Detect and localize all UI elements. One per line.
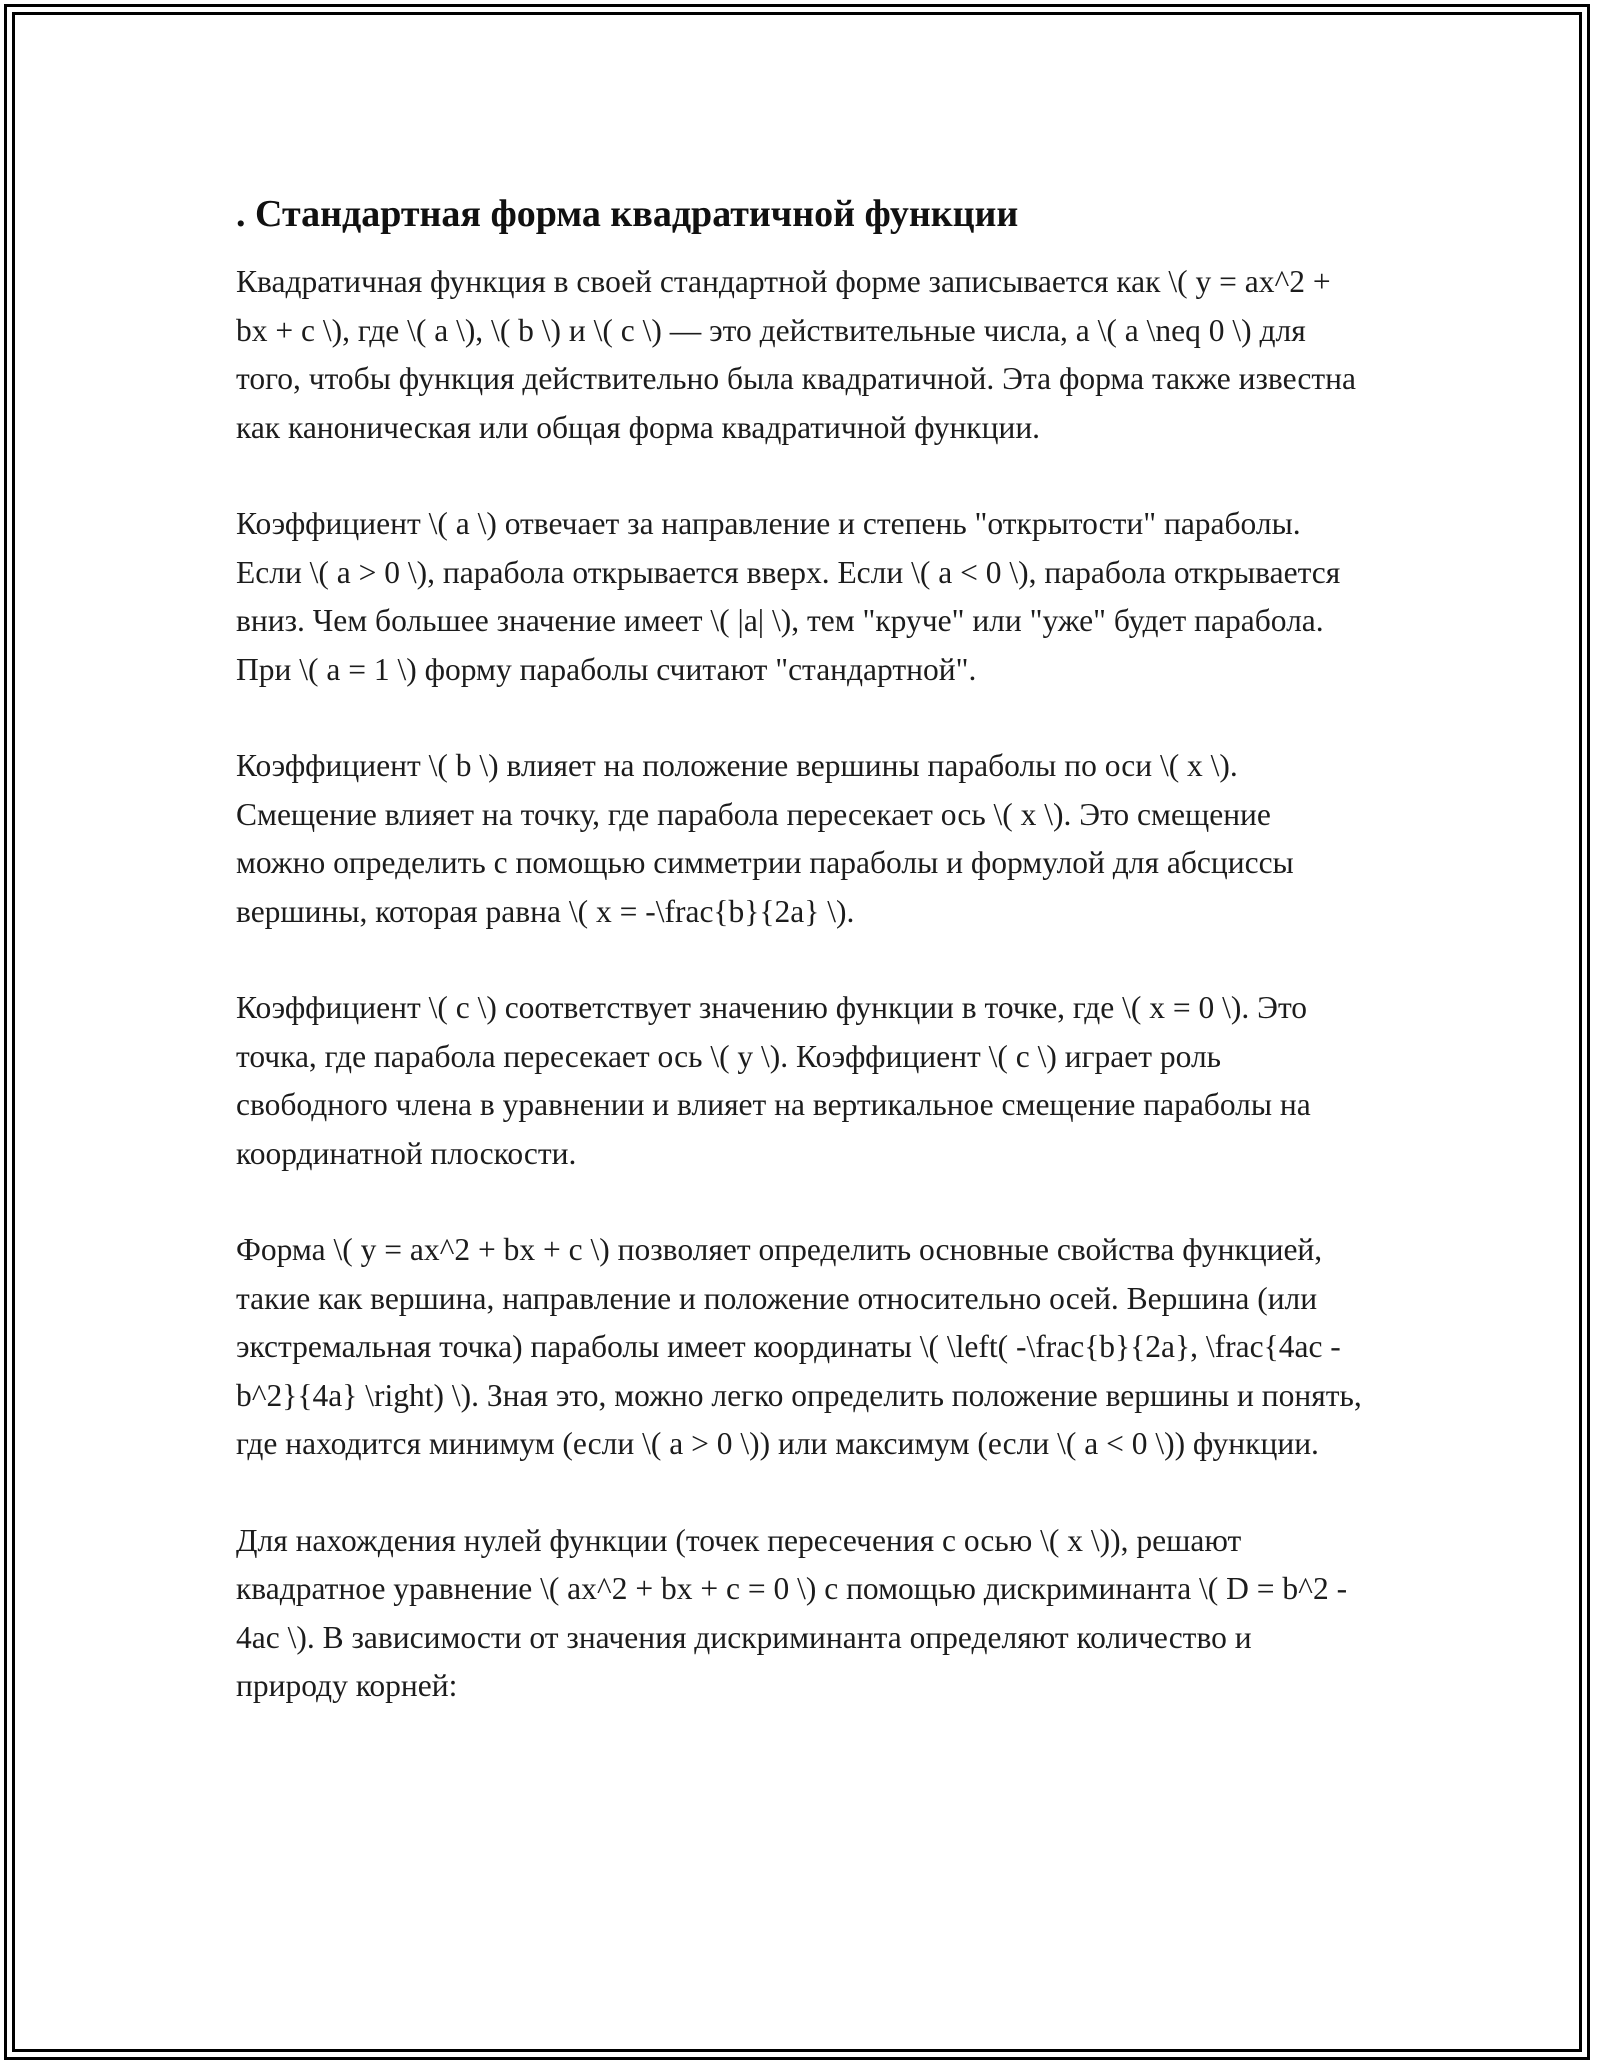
section-heading: . Стандартная форма квадратичной функции [236, 193, 1019, 235]
paragraph-standard-form: Квадратичная функция в своей стандартной форме записывается как \( y = ax^2 + bx + c \), где \( a \), \( b \) и \( c \) — это действительные числа, а \( a \neq 0 \) для того, чтобы функция действительно была квадратичной. Эта форма также известна как каноническая или общая форма квадратичной функции. [236, 264, 1356, 445]
paragraph-coefficient-b: Коэффициент \( b \) влияет на положение вершины параболы по оси \( x \). Смещение влияет на точку, где парабола пересекает ось \( x \). Это смещение можно определить с помощью симметрии параболы и формулой для абсциссы вершины, которая равна \( x = -\frac{b}{2a} \). [236, 748, 1294, 929]
paragraph-discriminant: Для нахождения нулей функции (точек пересечения с осью \( x \)), решают квадратное уравнение \( ax^2 + bx + c = 0 \) с помощью дискриминанта \( D = b^2 - 4ac \). В зависимости от значения дискриминанта определяют количество и природу корней: [236, 1522, 1348, 1703]
document-body [236, 188, 1366, 1759]
paragraph-vertex: Форма \( y = ax^2 + bx + c \) позволяет определить основные свойства функцией, такие как вершина, направление и положение относительно осей. Вершина (или экстремальная точка) параболы имеет координаты \( \left( -\frac{b}{2a}, \frac{4ac - b^2}{4a} \right) \). Зная это, можно легко определить положение вершины и понять, где находится минимум (если \( a > 0 \)) или максимум (если \( a < 0 \)) функции. [236, 1232, 1362, 1461]
paragraph-coefficient-a: Коэффициент \( a \) отвечает за направление и степень "открытости" параболы. Если \( a > 0 \), парабола открывается вверх. Если \( a < 0 \), парабола открывается вниз. Чем большее значение имеет \( |a| \), тем "круче" или "уже" будет парабола. При \( a = 1 \) форму параболы считают "стандартной". [236, 506, 1341, 687]
paragraph-coefficient-c: Коэффициент \( c \) соответствует значению функции в точке, где \( x = 0 \). Это точка, где парабола пересекает ось \( y \). Коэффициент \( c \) играет роль свободного члена в уравнении и влияет на вертикальное смещение параболы на координатной плоскости. [236, 990, 1311, 1171]
